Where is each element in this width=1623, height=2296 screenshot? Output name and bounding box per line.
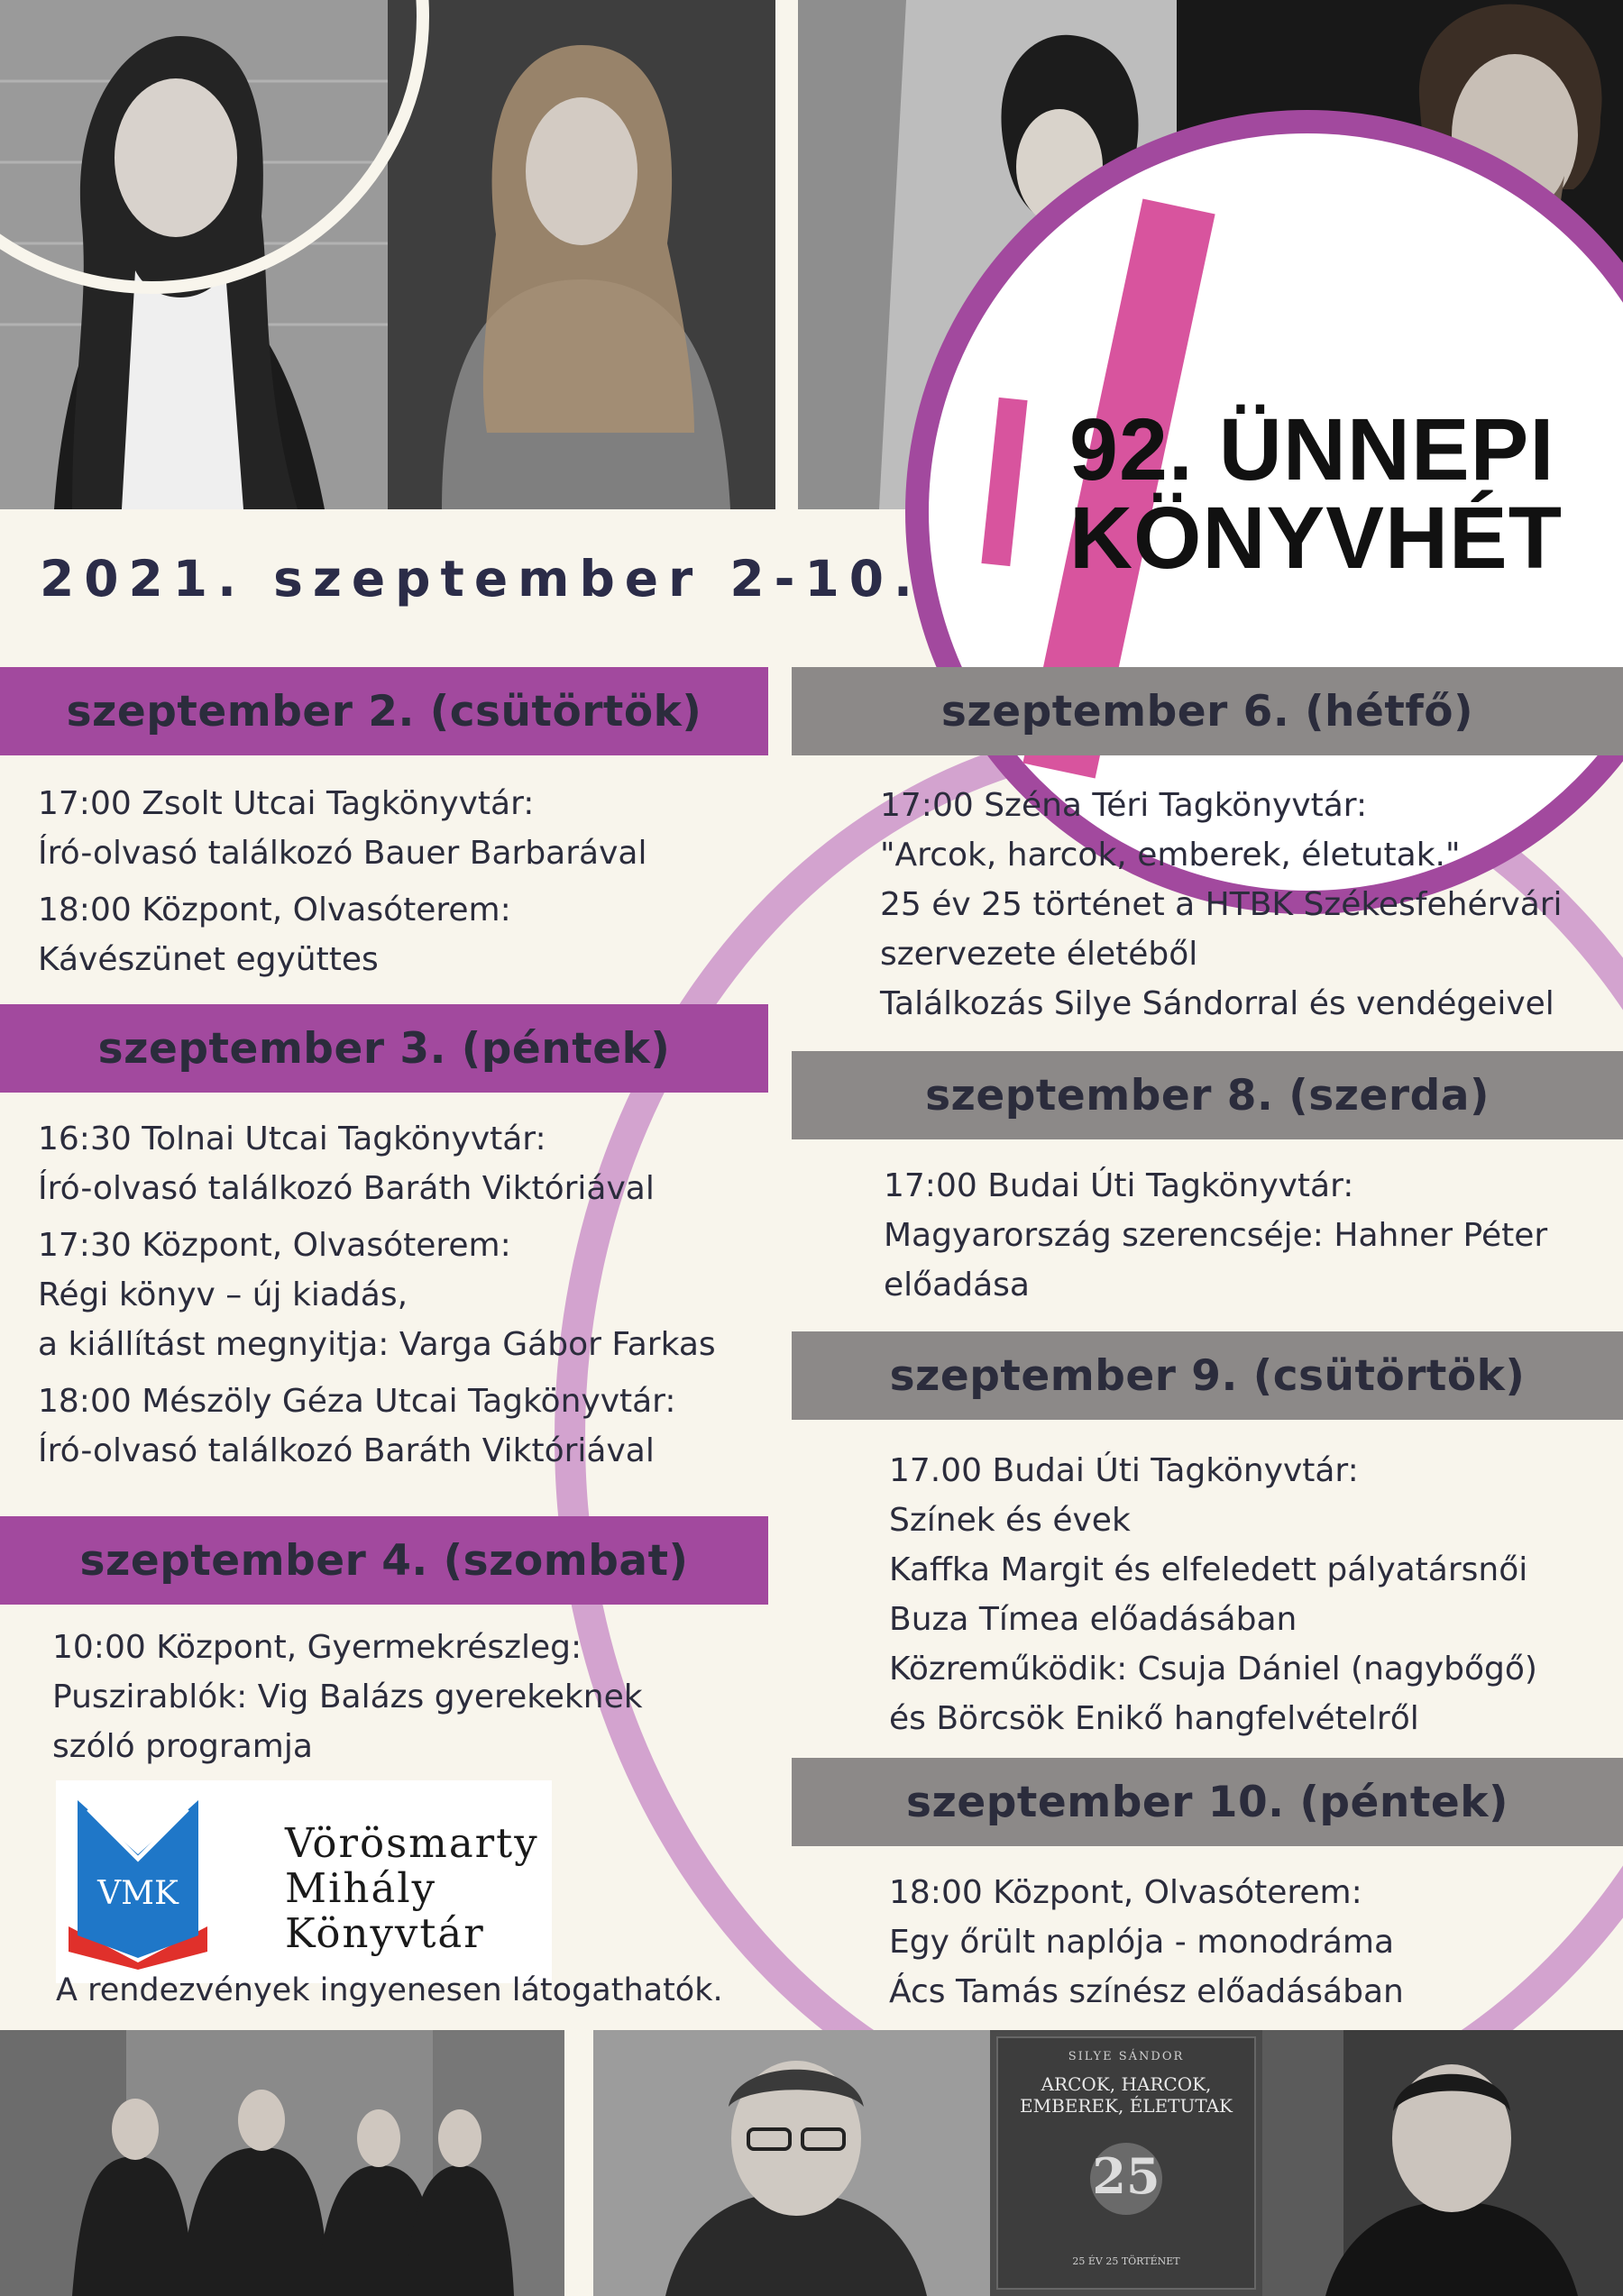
book-number: 25 — [1092, 2147, 1160, 2205]
event-line: Találkozás Silye Sándorral és vendégeivel — [880, 985, 1554, 1022]
event-line: Kávészünet együttes — [38, 941, 379, 978]
event-line: 17:00 Széna Téri Tagkönyvtár: — [880, 787, 1368, 824]
book-subtitle: 25 ÉV 25 TÖRTÉNET — [1072, 2255, 1180, 2267]
event-line: 10:00 Központ, Gyermekrészleg: — [52, 1629, 582, 1666]
event-line: 17.00 Budai Úti Tagkönyvtár: — [889, 1452, 1359, 1489]
event-line: és Börcsök Enikő hangfelvételről — [889, 1700, 1419, 1737]
free-entry-note: A rendezvények ingyenesen látogathatók. — [56, 1972, 723, 2008]
event-line: Színek és évek — [889, 1502, 1131, 1539]
library-name-line1: Vörösmarty — [285, 1819, 539, 1867]
event-line: 16:30 Tolnai Utcai Tagkönyvtár: — [38, 1121, 546, 1157]
day-header-sept-9: szeptember 9. (csütörtök) — [792, 1331, 1623, 1420]
event-line: Író-olvasó találkozó Baráth Viktóriával — [38, 1432, 655, 1469]
event-line: Buza Tímea előadásában — [889, 1601, 1297, 1638]
events-sept-8 — [884, 1161, 1547, 1310]
events-sept-2 — [38, 779, 646, 984]
day-header-sept-3: szeptember 3. (péntek) — [0, 1004, 768, 1093]
library-name — [285, 1821, 539, 1956]
event-line: Közreműködik: Csuja Dániel (nagybőgő) — [889, 1651, 1537, 1688]
events-sept-6 — [880, 781, 1563, 1029]
event-line: "Arcok, harcok, emberek, életutak." — [880, 837, 1461, 874]
events-sept-4 — [52, 1623, 643, 1771]
event-line: 17:00 Budai Úti Tagkönyvtár: — [884, 1167, 1354, 1204]
event-line: 17:00 Zsolt Utcai Tagkönyvtár: — [38, 785, 535, 822]
book-title: ARCOK, HARCOK, EMBEREK, ÉLETUTAK — [1020, 2073, 1233, 2117]
photo-top-second — [388, 0, 775, 509]
event-line: Ács Tamás színész előadásában — [889, 1973, 1404, 2010]
day-header-sept-2: szeptember 2. (csütörtök) — [0, 667, 768, 755]
photo-bottom-man-glasses — [593, 2030, 990, 2296]
day-header-sept-6: szeptember 6. (hétfő) — [792, 667, 1623, 755]
events-sept-9 — [889, 1446, 1537, 1743]
logo-monogram: VMK — [97, 1875, 179, 1912]
event-line: szervezete életéből — [880, 936, 1198, 973]
event-line: 18:00 Központ, Olvasóterem: — [889, 1874, 1362, 1911]
event-line: előadása — [884, 1267, 1030, 1304]
events-sept-3 — [38, 1114, 716, 1476]
photo-bottom-right — [1262, 2030, 1623, 2296]
event-line: 18:00 Mészöly Géza Utcai Tagkönyvtár: — [38, 1383, 676, 1420]
day-header-sept-8: szeptember 8. (szerda) — [792, 1051, 1623, 1139]
event-line: Egy őrült naplója - monodráma — [889, 1924, 1395, 1961]
event-line: Író-olvasó találkozó Baráth Viktóriával — [38, 1170, 655, 1207]
events-sept-10 — [889, 1868, 1404, 2017]
event-line: szóló programja — [52, 1728, 313, 1765]
event-line: Író-olvasó találkozó Bauer Barbarával — [38, 835, 647, 872]
event-line: 25 év 25 történet a HTBK Székesfehérvári — [880, 886, 1563, 923]
book-logo-icon — [61, 1791, 215, 1971]
library-name-line2: Mihály — [285, 1864, 437, 1912]
book-author: SILYE SÁNDOR — [1068, 2050, 1185, 2063]
event-dates: 2021. szeptember 2-10. — [40, 550, 922, 608]
event-line: 18:00 Központ, Olvasóterem: — [38, 892, 511, 928]
library-name-line3: Könyvtár — [285, 1909, 485, 1957]
event-line: Magyarország szerencséje: Hahner Péter — [884, 1217, 1548, 1254]
event-line: 17:30 Központ, Olvasóterem: — [38, 1227, 511, 1264]
event-line: Puszirablók: Vig Balázs gyerekeknek — [52, 1679, 643, 1715]
day-header-sept-4: szeptember 4. (szombat) — [0, 1516, 768, 1605]
event-title-line2: KÖNYVHÉT — [1069, 489, 1563, 587]
event-title — [1069, 400, 1563, 587]
day-header-sept-10: szeptember 10. (péntek) — [792, 1758, 1623, 1846]
book-cover-image — [990, 2030, 1262, 2296]
event-line: Régi könyv – új kiadás, — [38, 1276, 408, 1313]
event-title-line1: 92. ÜNNEPI — [1069, 400, 1555, 499]
photo-bottom-band — [0, 2030, 564, 2296]
event-line: Kaffka Margit és elfeledett pályatársnői — [889, 1551, 1528, 1588]
event-line: a kiállítást megnyitja: Varga Gábor Farkas — [38, 1326, 716, 1363]
